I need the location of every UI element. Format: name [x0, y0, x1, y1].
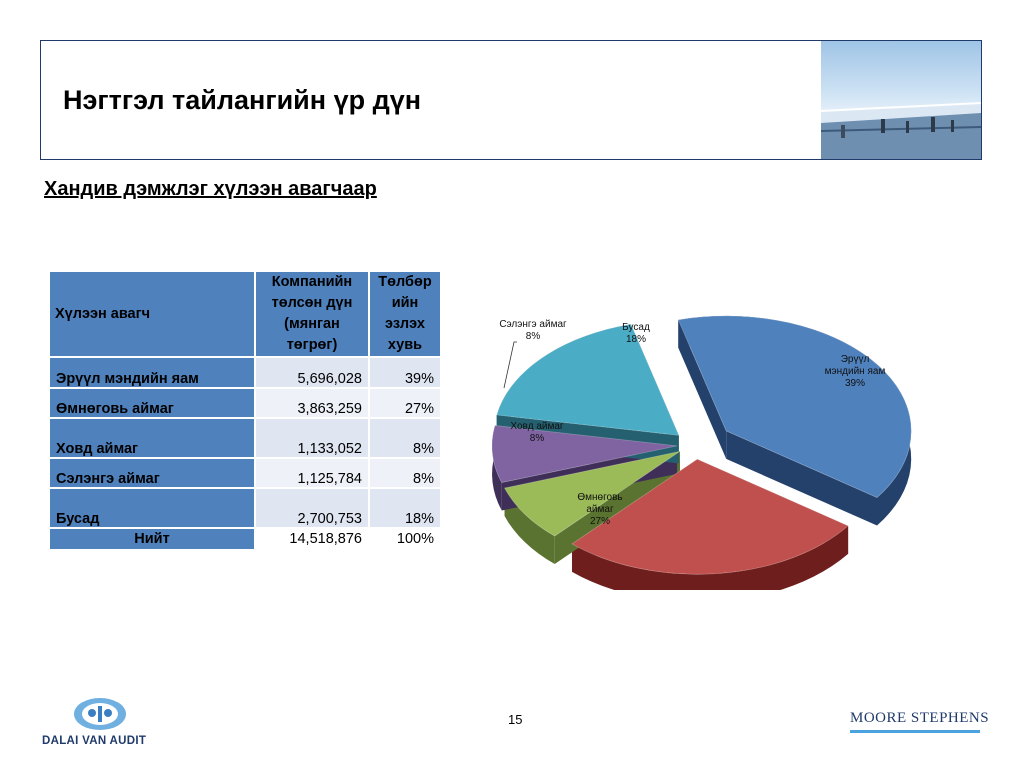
- bridge-photo-image: [821, 41, 981, 159]
- header-share-line: эзлэх: [385, 316, 425, 332]
- moore-stephens-underline: [850, 730, 980, 733]
- header-share-line: ийн: [391, 295, 419, 311]
- total-amount: 14,518,876: [255, 528, 369, 550]
- table-row: [49, 488, 441, 528]
- section-subtitle: Хандив дэмжлэг хүлээн авагчаар: [44, 178, 377, 200]
- pie-chart-svg: [470, 300, 970, 590]
- row-share: 39%: [369, 357, 441, 388]
- lotus-logo-icon: [70, 692, 130, 732]
- header-amount-line: Компанийн: [271, 274, 353, 290]
- page-number: 15: [508, 712, 523, 727]
- row-share: 18%: [369, 488, 441, 528]
- dalai-van-audit-text: DALAI VAN AUDIT: [42, 735, 147, 747]
- row-amount: 3,863,259: [255, 388, 369, 418]
- row-amount: 1,125,784: [255, 458, 369, 488]
- header-share-line: Төлбөр: [378, 274, 432, 290]
- table-header-row: [49, 271, 441, 357]
- row-name: Сэлэнгэ аймаг: [49, 458, 255, 488]
- moore-stephens-logo: MOORE STEPHENS: [850, 710, 990, 726]
- table-row: [49, 357, 441, 388]
- row-name: Бусад: [49, 488, 255, 528]
- header-amount-line: төлсөн дүн: [271, 295, 353, 311]
- row-name: Өмнөговь аймаг: [49, 388, 255, 418]
- row-amount: 5,696,028: [255, 357, 369, 388]
- row-share: 27%: [369, 388, 441, 418]
- header-amount-line: төгрөг): [286, 337, 338, 353]
- row-name: Эрүүл мэндийн яам: [49, 357, 255, 388]
- pie-slice-label: Сэлэнгэ аймаг 8%: [499, 319, 567, 342]
- total-label: Нийт: [49, 528, 255, 550]
- header-share-line: хувь: [387, 337, 423, 353]
- table-row: [49, 418, 441, 458]
- table-row: [49, 388, 441, 418]
- header-photo: [821, 41, 981, 159]
- header-amount: [255, 271, 369, 357]
- pie-chart: [470, 300, 970, 590]
- row-share: 8%: [369, 418, 441, 458]
- pie-slice-label: Өмнөговь аймаг 27%: [577, 492, 623, 527]
- row-amount: 2,700,753: [255, 488, 369, 528]
- page-title: Нэгтгэл тайлангийн үр дүн: [63, 85, 422, 115]
- pie-slice-label: Эрүүл мэндийн яам 39%: [824, 354, 886, 389]
- row-share: 8%: [369, 458, 441, 488]
- header-recipient: Хүлээн авагч: [49, 271, 255, 357]
- donations-table: [48, 270, 442, 551]
- total-share: 100%: [369, 528, 441, 550]
- pie-slice-label: Ховд аймаг 8%: [510, 421, 564, 444]
- row-name: Ховд аймаг: [49, 418, 255, 458]
- dalai-van-audit-logo: [42, 692, 172, 752]
- table-row: [49, 458, 441, 488]
- header-amount-line: (мянган: [284, 316, 340, 332]
- table-total-row: [49, 528, 441, 550]
- header-share: [369, 271, 441, 357]
- row-amount: 1,133,052: [255, 418, 369, 458]
- title-box: [40, 40, 982, 160]
- pie-slice-label: Бусад 18%: [622, 322, 650, 345]
